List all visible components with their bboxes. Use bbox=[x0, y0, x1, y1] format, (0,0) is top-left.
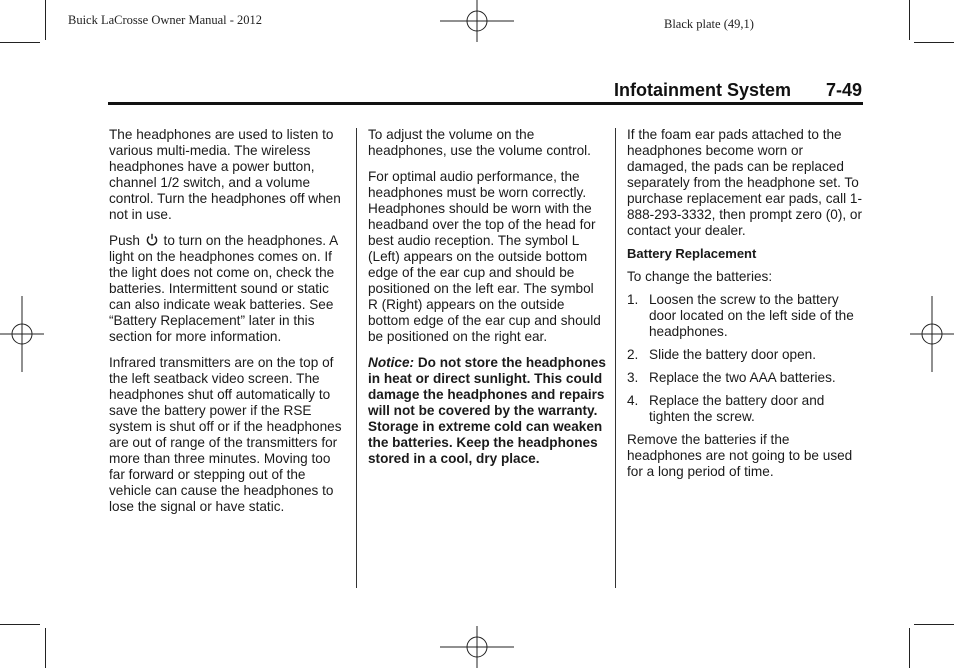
power-icon bbox=[146, 233, 158, 246]
crop-mark-bottom-left-v bbox=[45, 628, 46, 668]
paragraph-wearing: For optimal audio performance, the headphones must be worn correctly. Headphones should be worn with the headband over the top of the head for best audio reception. The symbol L (Left) appears on the outside bottom edge of the ear cup and should be positioned on the left ear. The symbol R (Right) appears on the outside bottom edge of the ear cup and should be positioned on the right ear. bbox=[368, 169, 601, 344]
page-number: 7-49 bbox=[826, 80, 863, 100]
list-item: 1. Loosen the screw to the battery door located on the left side of the headphones. bbox=[627, 292, 854, 339]
paragraph-infrared: Infrared transmitters are on the top of the left seatback video screen. The headphones shut off automatically to save the battery power if the RSE system is shut off or if the headphones are out of range of the transmitters for more than three minutes. Moving too far forward or stepping out of the vehicle can cause the headphones to lose the signal or have static. bbox=[109, 355, 342, 514]
crop-mark-top-left-v bbox=[45, 0, 46, 40]
registration-mark-bottom-icon bbox=[440, 626, 514, 668]
paragraph-intro: The headphones are used to listen to various multi-media. The wireless headphones have a power button, channel 1/2 switch, and a volume control. Turn the headphones off when not in use. bbox=[109, 127, 341, 222]
paragraph-power bbox=[109, 233, 345, 345]
power-text-pre: Push bbox=[109, 233, 140, 248]
battery-replacement-heading: Battery Replacement bbox=[627, 246, 757, 261]
paragraph-change-batteries: To change the batteries: bbox=[627, 269, 773, 284]
column-divider-2 bbox=[615, 128, 616, 588]
crop-mark-bottom-right-h bbox=[914, 624, 954, 625]
column-divider-1 bbox=[356, 128, 357, 588]
list-item: 2. Slide the battery door open. bbox=[627, 347, 817, 362]
header-plate-info: Black plate (49,1) bbox=[664, 17, 754, 31]
title-rule bbox=[108, 102, 863, 105]
section-title: Infotainment System bbox=[614, 80, 792, 100]
list-item: 4. Replace the battery door and tighten the screw. bbox=[627, 393, 825, 424]
registration-mark-right-icon bbox=[910, 296, 954, 372]
crop-mark-top-left-h bbox=[0, 42, 40, 43]
power-text-post: to turn on the headphones. A light on the headphones comes on. If the light does not come on, check the batteries. Intermittent sound or static can also indicate weak batteries. See “Battery Replacement” later in this section for more information. bbox=[109, 233, 338, 344]
header-manual-title: Buick LaCrosse Owner Manual - 2012 bbox=[68, 13, 263, 27]
crop-mark-top-right-v bbox=[909, 0, 910, 40]
list-item: 3. Replace the two AAA batteries. bbox=[627, 370, 836, 385]
column-2 bbox=[368, 127, 606, 474]
column-1 bbox=[109, 127, 345, 522]
crop-mark-top-right-h bbox=[914, 42, 954, 43]
registration-mark-top-icon bbox=[440, 0, 514, 42]
crop-mark-bottom-left-h bbox=[0, 624, 40, 625]
column-3 bbox=[627, 127, 863, 487]
notice-text: Do not store the headphones in heat or direct sunlight. This could damage the headphones and repairs will not be covered by the warranty. Storage in extreme cold can weaken the batteries. Keep the headphones stored in a cool, dry place. bbox=[368, 355, 606, 466]
notice-label: Notice: bbox=[368, 355, 415, 370]
paragraph-remove-batteries: Remove the batteries if the headphones are not going to be used for a long period of time. bbox=[627, 432, 853, 479]
paragraph-volume: To adjust the volume on the headphones, use the volume control. bbox=[368, 127, 591, 158]
registration-mark-left-icon bbox=[0, 296, 44, 372]
battery-steps-list bbox=[627, 292, 863, 425]
crop-mark-bottom-right-v bbox=[909, 628, 910, 668]
notice-block bbox=[368, 355, 606, 467]
paragraph-ear-pads: If the foam ear pads attached to the headphones become worn or damaged, the pads can be replaced separately from the headphone set. To purchase replacement ear pads, call 1-888-293-3332, then prompt zero (0), or contact your dealer. bbox=[627, 127, 863, 238]
